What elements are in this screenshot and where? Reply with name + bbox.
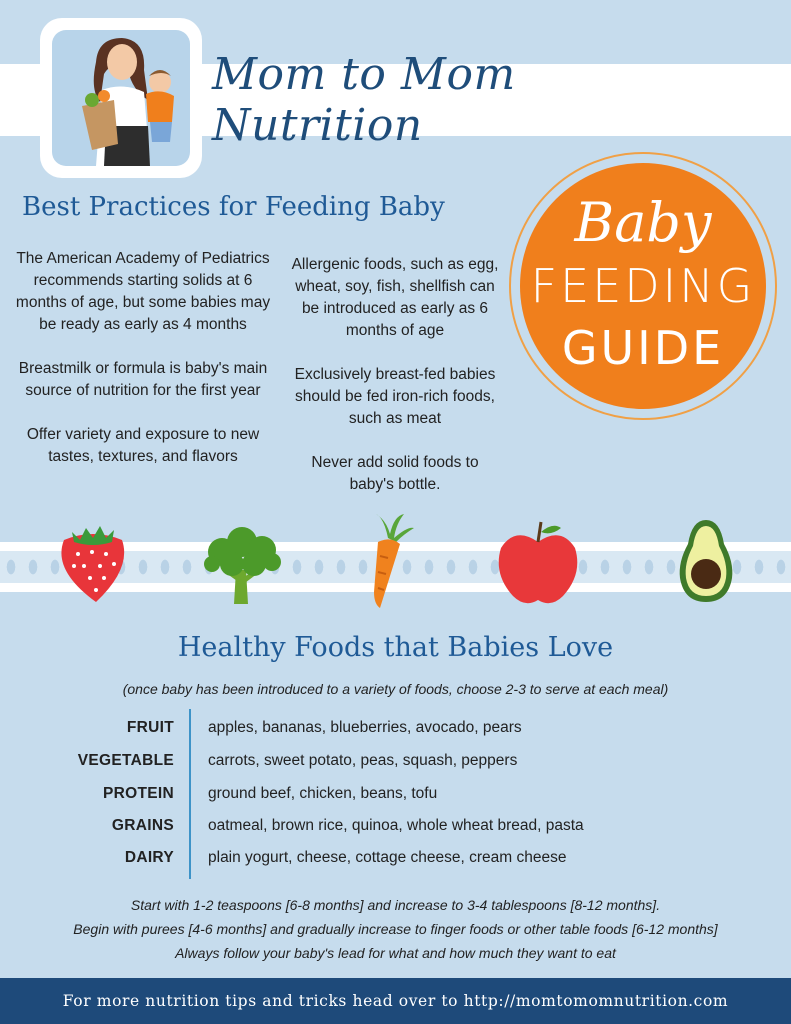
logo bbox=[40, 18, 202, 178]
note-line: Begin with purees [4-6 months] and gradually increase to finger foods or other table foods [6-12 months] bbox=[73, 921, 718, 937]
feeding-guide-badge bbox=[509, 152, 777, 420]
badge-circle bbox=[520, 163, 766, 409]
table-row bbox=[40, 752, 740, 785]
avocado-icon bbox=[676, 518, 736, 604]
practice-text: Allergenic foods, such as egg, wheat, soy, fish, shellfish can be introduced as early as 6 months of age bbox=[291, 256, 499, 339]
table-row bbox=[40, 849, 740, 882]
food-items: plain yogurt, cheese, cottage cheese, cream cheese bbox=[208, 849, 567, 866]
table-row bbox=[40, 785, 740, 818]
food-items: carrots, sweet potato, peas, squash, peppers bbox=[208, 752, 518, 769]
practices-right-column bbox=[288, 254, 502, 518]
table-row bbox=[40, 719, 740, 752]
food-items: apples, bananas, blueberries, avocado, pears bbox=[208, 719, 522, 736]
footer-text[interactable]: For more nutrition tips and tricks head over to http://momtomomnutrition.com bbox=[62, 992, 729, 1010]
practice-text: The American Academy of Pediatrics recommends starting solids at 6 months of age, but some babies may be ready as early as 4 months bbox=[15, 250, 271, 333]
practice-text: Exclusively breast-fed babies should be fed iron-rich foods, such as meat bbox=[294, 366, 496, 427]
food-category: PROTEIN bbox=[103, 785, 174, 802]
carrot-icon bbox=[364, 512, 416, 610]
note-line: Always follow your baby's lead for what and how much they want to eat bbox=[175, 945, 616, 961]
footer-link-banner[interactable] bbox=[0, 978, 791, 1024]
brand-title: Mom to Mom Nutrition bbox=[212, 49, 516, 151]
strawberry-icon bbox=[56, 518, 130, 604]
badge-line-1: Baby bbox=[574, 191, 712, 254]
badge-line-3: GUIDE bbox=[561, 321, 725, 375]
mom-and-baby-illustration bbox=[52, 30, 190, 166]
food-items: ground beef, chicken, beans, tofu bbox=[208, 785, 438, 802]
practice-text: Breastmilk or formula is baby's main source of nutrition for the first year bbox=[18, 360, 268, 399]
note-line: Start with 1-2 teaspoons [6-8 months] and increase to 3-4 tablespoons [8-12 months]. bbox=[130, 897, 661, 913]
food-category: DAIRY bbox=[124, 849, 174, 866]
practice-text: Never add solid foods to baby's bottle. bbox=[311, 454, 479, 493]
feeding-notes bbox=[0, 893, 791, 965]
practices-left-column bbox=[12, 248, 274, 490]
best-practices-title: Best Practices for Feeding Baby bbox=[22, 192, 445, 222]
badge-line-2: FEEDING bbox=[530, 259, 756, 313]
apple-icon bbox=[495, 518, 581, 606]
food-category: VEGETABLE bbox=[77, 752, 174, 769]
food-category: FRUIT bbox=[126, 719, 174, 736]
food-category: GRAINS bbox=[111, 817, 174, 834]
broccoli-icon bbox=[204, 526, 282, 606]
practice-text: Offer variety and exposure to new tastes, textures, and flavors bbox=[26, 426, 260, 465]
healthy-foods-subtitle: (once baby has been introduced to a variety of foods, choose 2-3 to serve at each meal) bbox=[122, 681, 669, 697]
food-items: oatmeal, brown rice, quinoa, whole wheat bread, pasta bbox=[208, 817, 584, 834]
table-row bbox=[40, 817, 740, 850]
healthy-foods-title: Healthy Foods that Babies Love bbox=[177, 632, 614, 663]
